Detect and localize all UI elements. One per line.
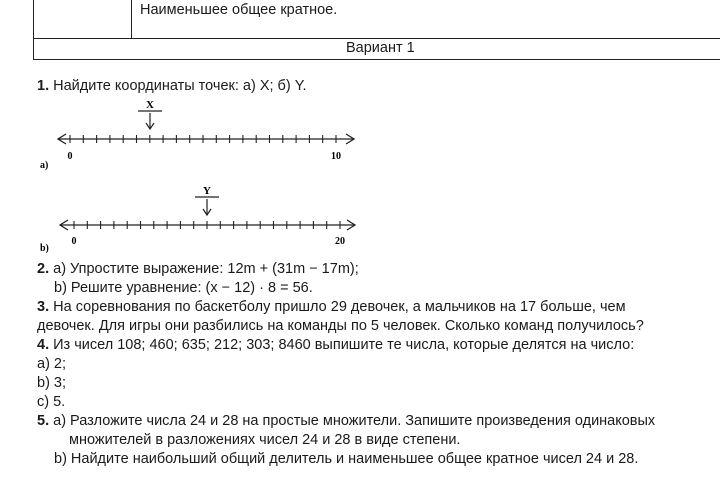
task2-a xyxy=(37,261,359,278)
number-line-a-ticks xyxy=(70,135,336,143)
marker-y-arrow xyxy=(195,197,219,215)
task-number: 2. xyxy=(37,261,50,277)
task2-b: b) Решите уравнение: (x − 12) · 8 = 56. xyxy=(54,280,313,296)
line-a-start: 0 xyxy=(67,151,73,162)
task4-option-b: b) 3; xyxy=(37,375,67,391)
line-b-start: 0 xyxy=(71,236,77,247)
task-number: 3. xyxy=(37,299,50,315)
marker-x-label: X xyxy=(146,99,154,111)
number-line-b-ticks xyxy=(74,221,340,229)
task-number: 1. xyxy=(37,78,50,94)
task3-line2: девочек. Для игры они разбились на команды по 5 человек. Сколько команд получилось? xyxy=(37,318,644,334)
task1-text: Найдите координаты точек: а) X; б) Y. xyxy=(53,78,307,94)
task2-a-text: а) Упростите выражение: 12m + (31m − 17m); xyxy=(53,261,359,277)
task-number: 4. xyxy=(37,337,50,353)
line-a-end: 10 xyxy=(331,151,341,162)
top-cell-text: Наименьшее общее кратное. xyxy=(140,2,338,18)
task4-text: Из чисел 108; 460; 635; 212; 303; 8460 выпишите те числа, которые делятся на число: xyxy=(53,337,635,353)
task5-b: b) Найдите наибольший общий делитель и наименьшее общее кратное чисел 24 и 28. xyxy=(54,451,639,467)
line-a-label: a) xyxy=(40,160,49,171)
line-b-end: 20 xyxy=(335,236,345,247)
task-number: 5. xyxy=(37,413,50,429)
marker-x-arrow xyxy=(138,111,162,129)
task5-a-line2: множителей в разложениях чисел 24 и 28 в виде степени. xyxy=(69,432,461,448)
task4 xyxy=(37,337,634,354)
variant-title: Вариант 1 xyxy=(346,40,415,56)
task3-text-1: На соревнования по баскетболу пришло 29 девочек, а мальчиков на 17 больше, чем xyxy=(53,299,626,315)
task5-a-text-1: а) Разложите числа 24 и 28 на простые множители. Запишите произведения одинаковых xyxy=(53,413,656,429)
task4-option-c: c) 5. xyxy=(37,394,66,410)
task4-option-a: а) 2; xyxy=(37,356,67,372)
line-b-label: b) xyxy=(40,243,49,254)
task5-a-line1 xyxy=(37,413,655,430)
marker-y-label: Y xyxy=(203,185,211,197)
task3-line1 xyxy=(37,299,626,316)
